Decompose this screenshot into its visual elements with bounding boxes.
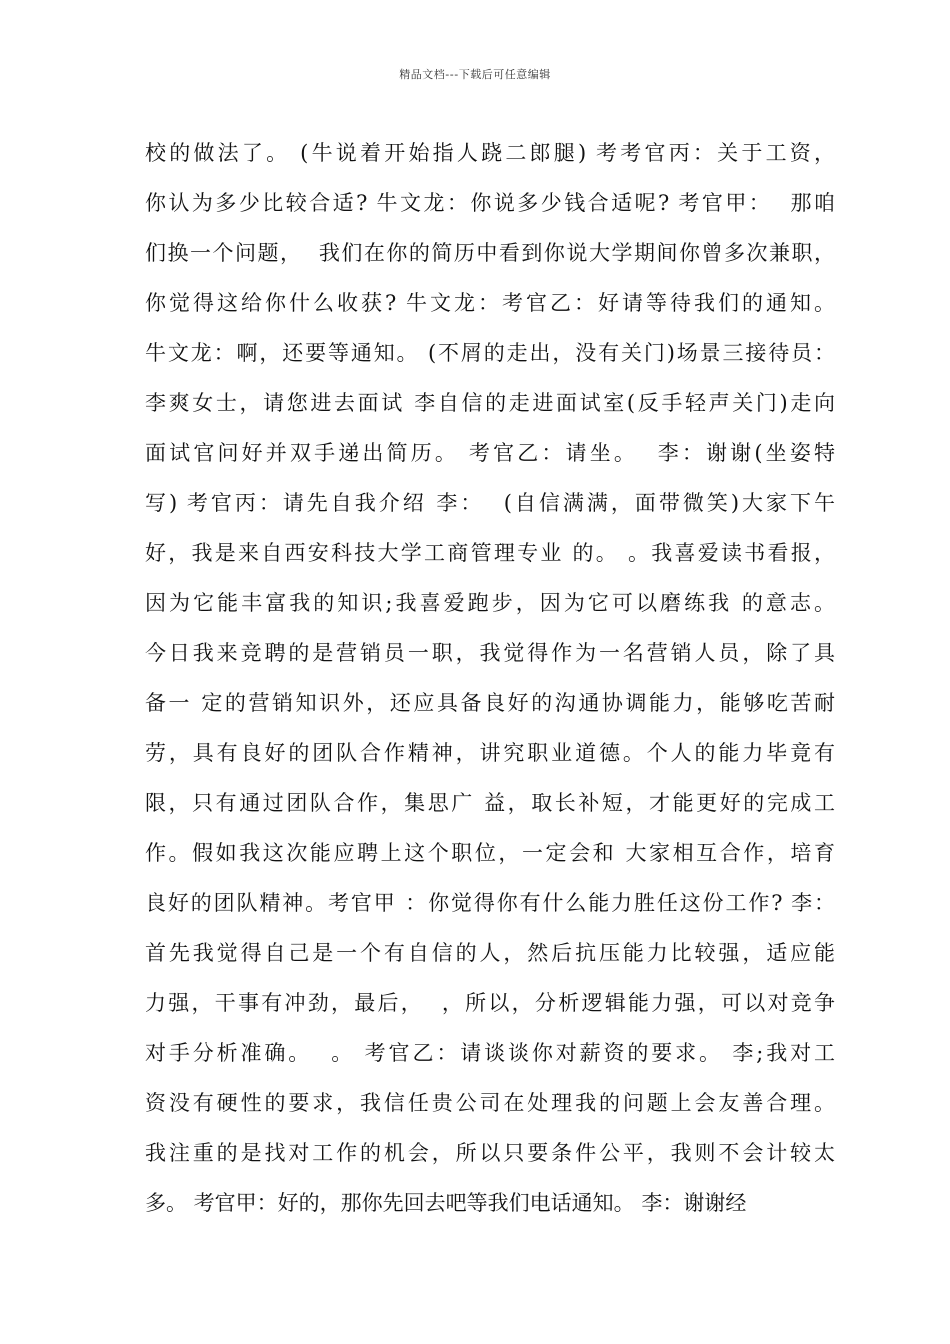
- text-line: 李爽女士，请您进去面试 李自信的走进面试室(反手轻声关门)走向: [145, 391, 835, 415]
- text-line: 劳，具有良好的团队合作精神，讲究职业道德。个人的能力毕竟有: [145, 741, 835, 765]
- text-line: 备一 定的营销知识外，还应具备良好的沟通协调能力，能够吃苦耐: [145, 691, 835, 715]
- text-line: 资没有硬性的要求，我信任贵公司在处理我的问题上会友善合理。: [145, 1091, 835, 1115]
- text-line: 们换一个问题， 我们在你的简历中看到你说大学期间你曾多次兼职，: [145, 241, 835, 265]
- text-line: 力强，干事有冲劲，最后， ，所以，分析逻辑能力强，可以对竞争: [145, 991, 835, 1015]
- text-line: 限，只有通过团队合作，集思广 益，取长补短，才能更好的完成工: [145, 791, 835, 815]
- text-line: 校的做法了。 (牛说着开始指人跷二郎腿) 考考官丙：关于工资，: [145, 141, 835, 165]
- text-line: 首先我觉得自己是一个有自信的人，然后抗压能力比较强，适应能: [145, 941, 835, 965]
- text-line: 对手分析准确。 。 考官乙：请谈谈你对薪资的要求。 李;我对工: [145, 1041, 835, 1065]
- text-line: 牛文龙：啊，还要等通知。 (不屑的走出，没有关门)场景三接待员：: [145, 341, 835, 365]
- text-line: 作。假如我这次能应聘上这个职位，一定会和 大家相互合作，培育: [145, 841, 835, 865]
- text-line: 面试官问好并双手递出简历。 考官乙：请坐。 李：谢谢(坐姿特: [145, 441, 835, 465]
- text-line: 因为它能丰富我的知识;我喜爱跑步，因为它可以磨练我 的意志。: [145, 591, 835, 615]
- text-line: 好，我是来自西安科技大学工商管理专业 的。 。我喜爱读书看报，: [145, 541, 835, 565]
- text-line: 良好的团队精神。考官甲 ：你觉得你有什么能力胜任这份工作? 李：: [145, 891, 835, 915]
- page-header: 精品文档---下载后可任意编辑: [399, 68, 551, 81]
- text-line: 今日我来竞聘的是营销员一职，我觉得作为一名营销人员，除了具: [145, 641, 835, 665]
- text-line: 多。 考官甲：好的，那你先回去吧等我们电话通知。 李：谢谢经: [145, 1191, 747, 1215]
- text-line: 写) 考官丙：请先自我介绍 李： (自信满满，面带微笑)大家下午: [145, 491, 835, 515]
- body-text: [145, 128, 835, 1228]
- text-line: 你觉得这给你什么收获? 牛文龙：考官乙：好请等待我们的通知。: [145, 291, 835, 315]
- text-line: 我注重的是找对工作的机会，所以只要条件公平，我则不会计较太: [145, 1141, 835, 1165]
- text-line: 你认为多少比较合适? 牛文龙：你说多少钱合适呢? 考官甲： 那咱: [145, 191, 835, 215]
